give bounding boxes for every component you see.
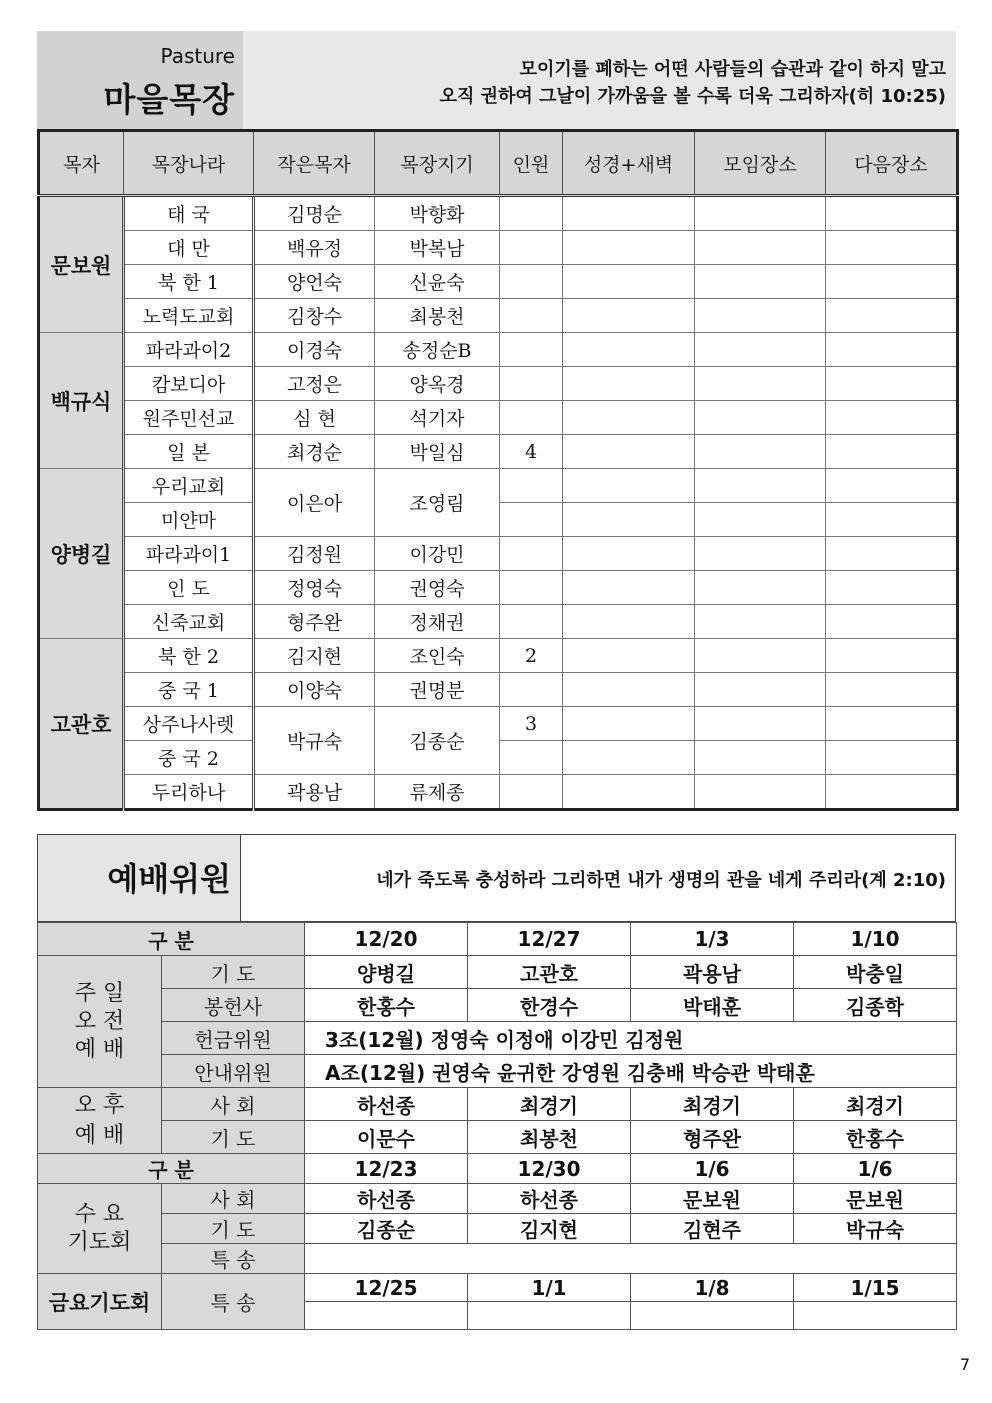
keeper-cell: 석기자 [375,401,500,435]
count-cell: 2 [500,639,563,673]
count-cell [500,537,563,571]
next-place-cell [826,673,958,707]
table-row [39,605,958,639]
next-place-cell [826,231,958,265]
table-row [39,537,958,571]
special-song-cell [631,1302,794,1330]
usher-committee: A조(12월) 권영숙 윤귀한 강영원 김충배 박승관 박태훈 [305,1055,957,1088]
bible-cell [563,401,695,435]
table-row [38,1184,957,1214]
bible-cell [563,673,695,707]
place-cell [695,775,826,810]
count-cell: 4 [500,435,563,469]
table-row [39,571,958,605]
offering-committee: 3조(12월) 정영숙 이정애 이강민 김정원 [305,1022,957,1055]
small-shepherd-cell: 김정원 [254,537,375,571]
table-row [38,1121,957,1154]
page-number: 7 [959,1355,970,1374]
nation-cell: 일 본 [124,435,254,469]
nation-cell: 캄보디아 [124,367,254,401]
nation-cell: 중 국 2 [124,741,254,775]
worship-table [37,922,957,1330]
table-row [39,775,958,810]
name-cell: 박충일 [794,956,957,989]
small-shepherd-cell: 형주완 [254,605,375,639]
count-cell [500,196,563,231]
bible-cell [563,639,695,673]
place-cell [695,196,826,231]
nation-cell: 미얀마 [124,503,254,537]
role-label: 기 도 [162,1121,305,1154]
pasture-header-row [39,131,958,196]
date-cell: 1/6 [631,1154,794,1184]
bible-cell [563,435,695,469]
keeper-cell: 송정순B [375,333,500,367]
role-label: 기 도 [162,956,305,989]
nation-cell: 우리교회 [124,469,254,503]
keeper-cell: 박복남 [375,231,500,265]
next-place-cell [826,401,958,435]
bible-cell [563,503,695,537]
small-shepherd-cell: 이양숙 [254,673,375,707]
pasture-title-en: Pasture [160,44,235,68]
bible-cell [563,196,695,231]
nation-cell: 원주민선교 [124,401,254,435]
table-row [38,1274,957,1302]
name-cell: 최경기 [631,1088,794,1121]
name-cell: 김현주 [631,1214,794,1244]
role-label: 봉헌사 [162,989,305,1022]
table-row [39,639,958,673]
role-label: 특 송 [162,1244,305,1274]
friday-label: 금요기도회 [38,1274,162,1330]
count-cell [500,571,563,605]
keeper-cell: 권명분 [375,673,500,707]
keeper-cell: 이강민 [375,537,500,571]
wednesday-label [38,1184,162,1274]
keeper-cell: 최봉천 [375,299,500,333]
col-header-next-place: 다음장소 [826,131,958,196]
name-cell: 하선종 [305,1184,468,1214]
keeper-cell: 류제종 [375,775,500,810]
nation-cell: 상주나사렛 [124,707,254,741]
date-cell: 1/1 [468,1274,631,1302]
nation-cell: 대 만 [124,231,254,265]
small-shepherd-cell: 곽용남 [254,775,375,810]
name-cell: 양병길 [305,956,468,989]
place-cell [695,469,826,503]
table-row [38,1214,957,1244]
table-row [39,435,958,469]
place-cell [695,741,826,775]
table-row [38,1022,957,1055]
place-cell [695,503,826,537]
small-shepherd-cell: 심 현 [254,401,375,435]
keeper-cell: 조인숙 [375,639,500,673]
date-cell: 12/30 [468,1154,631,1184]
small-shepherd-cell: 이은아 [254,469,375,537]
table-row [38,1244,957,1274]
next-place-cell [826,605,958,639]
name-cell: 한경수 [468,989,631,1022]
table-row [38,1154,957,1184]
name-cell: 최경기 [468,1088,631,1121]
table-row [39,196,958,231]
special-song-cell [468,1302,631,1330]
col-header-leader: 목자 [39,131,124,196]
table-row [38,1088,957,1121]
next-place-cell [826,299,958,333]
table-row [38,989,957,1022]
role-label: 특 송 [162,1274,305,1330]
role-label: 사 회 [162,1088,305,1121]
next-place-cell [826,571,958,605]
label-line: 기도회 [67,1229,132,1255]
keeper-cell: 김종순 [375,707,500,775]
bible-cell [563,537,695,571]
count-cell [500,333,563,367]
table-row [39,401,958,435]
next-place-cell [826,741,958,775]
next-place-cell [826,367,958,401]
bible-cell [563,265,695,299]
place-cell [695,639,826,673]
count-cell: 3 [500,707,563,741]
keeper-cell: 박향화 [375,196,500,231]
next-place-cell [826,775,958,810]
col-header-keeper: 목장지기 [375,131,500,196]
count-cell [500,741,563,775]
table-row [39,469,958,503]
nation-cell: 태 국 [124,196,254,231]
date-cell: 1/3 [631,923,794,956]
role-label: 헌금위원 [162,1022,305,1055]
bible-cell [563,367,695,401]
count-cell [500,775,563,810]
name-cell: 고관호 [468,956,631,989]
date-cell: 12/23 [305,1154,468,1184]
col-header-bible-dawn: 성경+새벽 [563,131,695,196]
place-cell [695,401,826,435]
next-place-cell [826,435,958,469]
keeper-cell: 신윤숙 [375,265,500,299]
name-cell: 곽용남 [631,956,794,989]
label-line: 오 후 [74,1092,125,1118]
division-label-text: 구 분 [148,928,194,953]
count-cell [500,673,563,707]
group-leader: 고관호 [39,639,124,810]
pasture-verse-line1: 모이기를 폐하는 어떤 사람들의 습관과 같이 하지 말고 [519,59,946,80]
place-cell [695,435,826,469]
group-leader: 백규식 [39,333,124,469]
count-cell [500,265,563,299]
group-leader: 문보원 [39,196,124,333]
date-cell: 1/10 [794,923,957,956]
division-label: 구 분 [38,1154,305,1184]
next-place-cell [826,333,958,367]
bible-cell [563,571,695,605]
group-leader: 양병길 [39,469,124,639]
col-header-count: 인원 [500,131,563,196]
table-row [38,923,957,956]
place-cell [695,605,826,639]
name-cell: 문보원 [794,1184,957,1214]
date-cell: 1/8 [631,1274,794,1302]
division-label [38,923,305,956]
next-place-cell [826,503,958,537]
keeper-cell: 정채권 [375,605,500,639]
bible-cell [563,605,695,639]
count-cell [500,231,563,265]
small-shepherd-cell: 백유정 [254,231,375,265]
name-cell: 김종학 [794,989,957,1022]
table-row [39,231,958,265]
col-header-meeting-place: 모임장소 [695,131,826,196]
small-shepherd-cell: 이경숙 [254,333,375,367]
name-cell: 한홍수 [794,1121,957,1154]
next-place-cell [826,196,958,231]
nation-cell: 북 한 2 [124,639,254,673]
next-place-cell [826,469,958,503]
small-shepherd-cell: 정영숙 [254,571,375,605]
keeper-cell: 양옥경 [375,367,500,401]
special-song-cell [305,1244,957,1274]
keeper-cell: 조영림 [375,469,500,537]
place-cell [695,299,826,333]
place-cell [695,333,826,367]
bible-cell [563,707,695,741]
name-cell: 문보원 [631,1184,794,1214]
date-cell: 12/20 [305,923,468,956]
count-cell [500,469,563,503]
bible-cell [563,299,695,333]
nation-cell: 두리하나 [124,775,254,810]
next-place-cell [826,537,958,571]
label-line: 예 배 [74,1036,125,1062]
label-line: 예 배 [74,1122,125,1148]
nation-cell: 인 도 [124,571,254,605]
date-cell: 1/6 [794,1154,957,1184]
role-label: 사 회 [162,1184,305,1214]
pasture-table [37,129,959,811]
name-cell: 박태훈 [631,989,794,1022]
next-place-cell [826,265,958,299]
place-cell [695,231,826,265]
place-cell [695,673,826,707]
nation-cell: 신죽교회 [124,605,254,639]
label-line: 오 전 [74,1008,125,1034]
role-label: 안내위원 [162,1055,305,1088]
name-cell: 형주완 [631,1121,794,1154]
next-place-cell [826,639,958,673]
name-cell: 김종순 [305,1214,468,1244]
sunday-morning-label [38,956,162,1088]
count-cell [500,401,563,435]
bible-cell [563,775,695,810]
table-row [38,1055,957,1088]
worship-verse: 네가 죽도록 충성하라 그리하면 내가 생명의 관을 네게 주리라(계 2:10) [376,870,946,891]
table-row [39,367,958,401]
special-song-cell [305,1302,468,1330]
place-cell [695,571,826,605]
small-shepherd-cell: 양언숙 [254,265,375,299]
small-shepherd-cell: 김창수 [254,299,375,333]
worship-title: 예배위원 [107,860,231,898]
place-cell [695,265,826,299]
table-row [39,299,958,333]
count-cell [500,503,563,537]
name-cell: 하선종 [468,1184,631,1214]
special-song-cell [794,1302,957,1330]
date-cell: 12/27 [468,923,631,956]
nation-cell: 노력도교회 [124,299,254,333]
nation-cell: 북 한 1 [124,265,254,299]
bible-cell [563,231,695,265]
small-shepherd-cell: 고정은 [254,367,375,401]
count-cell [500,367,563,401]
table-row [38,956,957,989]
col-header-small-shepherd: 작은목자 [254,131,375,196]
label-line: 주 일 [74,980,125,1006]
next-place-cell [826,707,958,741]
label-line: 수 요 [74,1201,125,1227]
name-cell: 최봉천 [468,1121,631,1154]
date-cell: 1/15 [794,1274,957,1302]
place-cell [695,707,826,741]
sunday-afternoon-label [38,1088,162,1154]
nation-cell: 파라과이1 [124,537,254,571]
bible-cell [563,333,695,367]
name-cell: 이문수 [305,1121,468,1154]
table-row [39,265,958,299]
small-shepherd-cell: 김지현 [254,639,375,673]
table-row [39,673,958,707]
place-cell [695,537,826,571]
small-shepherd-cell: 박규숙 [254,707,375,775]
name-cell: 하선종 [305,1088,468,1121]
name-cell: 김지현 [468,1214,631,1244]
small-shepherd-cell: 김명순 [254,196,375,231]
keeper-cell: 박일심 [375,435,500,469]
name-cell: 최경기 [794,1088,957,1121]
keeper-cell: 권영숙 [375,571,500,605]
place-cell [695,367,826,401]
table-row [39,333,958,367]
name-cell: 한홍수 [305,989,468,1022]
col-header-nation: 목장나라 [124,131,254,196]
bible-cell [563,469,695,503]
small-shepherd-cell: 최경순 [254,435,375,469]
table-row [39,707,958,741]
nation-cell: 파라과이2 [124,333,254,367]
name-cell: 박규숙 [794,1214,957,1244]
pasture-verse-line2: 오직 권하여 그날이 가까움을 볼 수록 더욱 그리하자(히 10:25) [439,86,946,107]
nation-cell: 중 국 1 [124,673,254,707]
pasture-title-ko: 마을목장 [103,80,235,119]
bible-cell [563,741,695,775]
role-label: 기 도 [162,1214,305,1244]
date-cell: 12/25 [305,1274,468,1302]
count-cell [500,605,563,639]
count-cell [500,299,563,333]
